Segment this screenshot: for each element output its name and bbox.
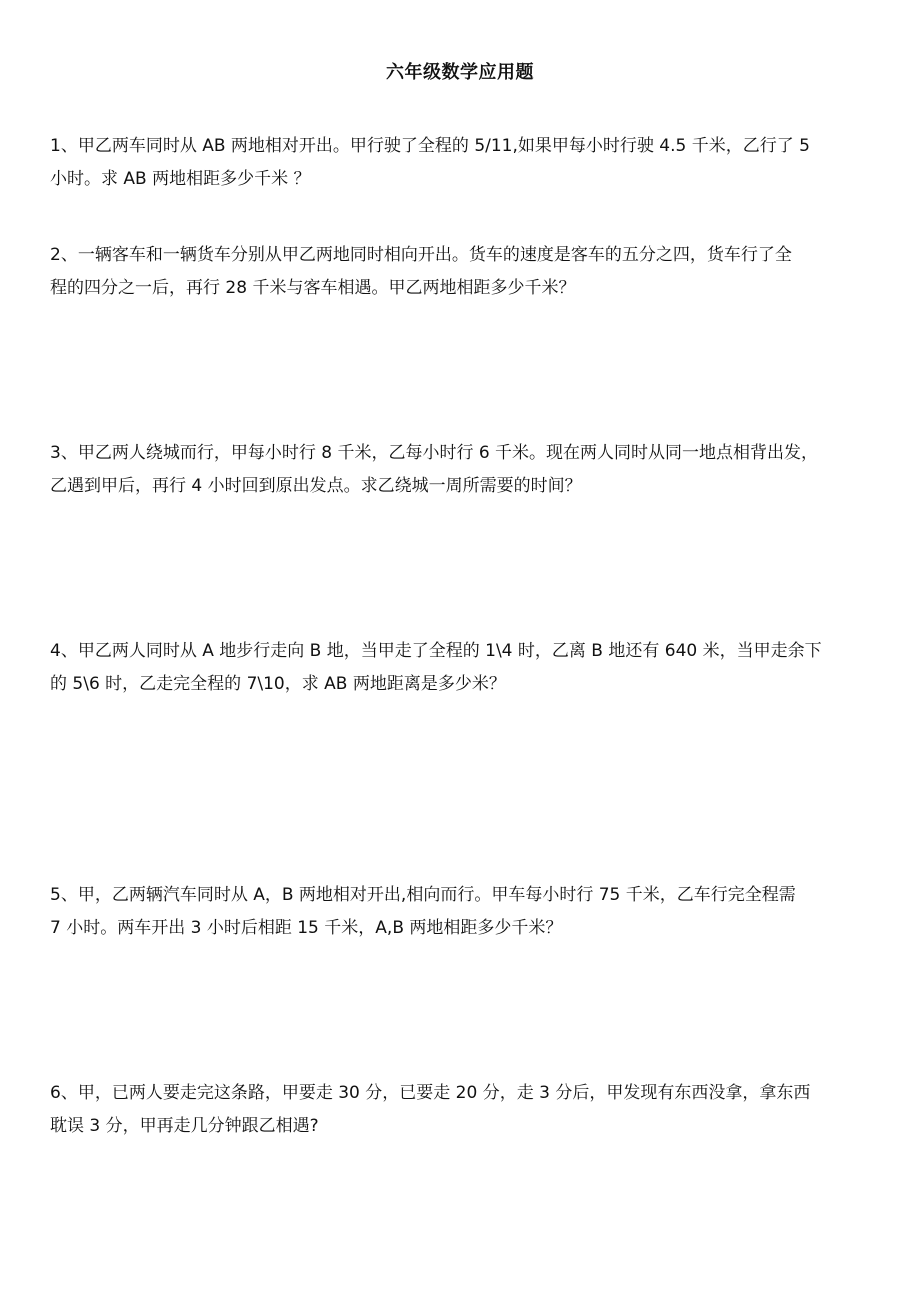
problem-2 (50, 239, 870, 305)
problem-4-line-2: 的 5\6 时，乙走完全程的 7\10，求 AB 两地距离是多少米？ (50, 674, 506, 694)
document-title: 六年级数学应用题 (386, 62, 534, 83)
problem-5-line-1: 5、甲，乙两辆汽车同时从 A，B 两地相对开出,相向而行。甲车每小时行 75 千米，乙车行完全程需 (50, 885, 796, 905)
problem-3-line-2: 乙遇到甲后，再行 4 小时回到原出发点。求乙绕城一周所需要的时间？ (50, 476, 582, 496)
problem-1-line-2: 小时。求 AB 两地相距多少千米 ？ (50, 169, 311, 189)
problem-2-line-2: 程的四分之一后，再行 28 千米与客车相遇。甲乙两地相距多少千米？ (50, 278, 576, 298)
problem-5 (50, 879, 870, 945)
problem-1-line-1: 1、甲乙两车同时从 AB 两地相对开出。甲行驶了全程的 5/11,如果甲每小时行驶 4.5 千米，乙行了 5 (50, 136, 810, 156)
problem-3-line-1: 3、甲乙两人绕城而行，甲每小时行 8 千米，乙每小时行 6 千米。现在两人同时从同一地点相背出发， (50, 443, 819, 463)
problem-3 (50, 437, 870, 503)
problem-6-line-2: 耽误 3 分，甲再走几分钟跟乙相遇? (50, 1116, 319, 1136)
problem-5-line-2: 7 小时。两车开出 3 小时后相距 15 千米，A,B 两地相距多少千米？ (50, 918, 563, 938)
problem-6-line-1: 6、甲，已两人要走完这条路，甲要走 30 分，已要走 20 分，走 3 分后，甲发现有东西没拿，拿东西 (50, 1083, 811, 1103)
problem-4 (50, 635, 870, 701)
problem-6 (50, 1077, 870, 1143)
problem-1 (50, 130, 870, 196)
problem-4-line-1: 4、甲乙两人同时从 A 地步行走向 B 地，当甲走了全程的 1\4 时，乙离 B 地还有 640 米，当甲走余下 (50, 641, 822, 661)
problem-2-line-1: 2、一辆客车和一辆货车分别从甲乙两地同时相向开出。货车的速度是客车的五分之四，货车行了全 (50, 245, 792, 265)
